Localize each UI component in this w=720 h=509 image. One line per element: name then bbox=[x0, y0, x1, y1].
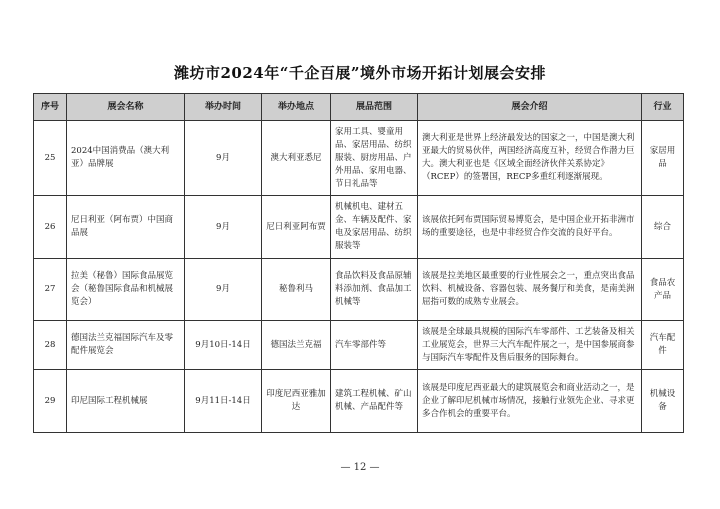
page-title: 潍坊市2024年“千企百展”境外市场开拓计划展会安排 bbox=[173, 64, 546, 82]
cell-no: 26 bbox=[34, 196, 67, 259]
cell-industry: 机械设备 bbox=[642, 370, 684, 433]
table-row bbox=[34, 259, 684, 321]
table-row bbox=[34, 196, 684, 259]
page-number: — 12 — bbox=[340, 462, 380, 473]
cell-place: 尼日利亚阿布贾 bbox=[262, 196, 331, 259]
header-scope: 展品范围 bbox=[331, 94, 418, 121]
table-header-row bbox=[34, 94, 684, 121]
cell-industry: 综合 bbox=[642, 196, 684, 259]
table-row bbox=[34, 370, 684, 433]
cell-no: 29 bbox=[34, 370, 67, 433]
cell-name: 2024中国消费品（澳大利亚）品牌展 bbox=[67, 121, 185, 196]
cell-name: 拉美（秘鲁）国际食品展览会（秘鲁国际食品和机械展览会） bbox=[67, 259, 185, 321]
header-time: 举办时间 bbox=[185, 94, 262, 121]
cell-industry: 食品农产品 bbox=[642, 259, 684, 321]
cell-intro: 该展是全球最具规模的国际汽车零部件、工艺装备及相关工业展览会，世界三大汽车配件展之一，是中国参展商参与国际汽车零配件及售后服务的国际舞台。 bbox=[418, 321, 642, 370]
cell-no: 25 bbox=[34, 121, 67, 196]
cell-scope: 食品饮料及食品原辅料添加剂、食品加工机械等 bbox=[331, 259, 418, 321]
cell-time: 9月 bbox=[185, 196, 262, 259]
table-row bbox=[34, 321, 684, 370]
cell-name: 德国法兰克福国际汽车及零配件展览会 bbox=[67, 321, 185, 370]
cell-name: 尼日利亚（阿布贾）中国商品展 bbox=[67, 196, 185, 259]
cell-time: 9月10日-14日 bbox=[185, 321, 262, 370]
cell-name: 印尼国际工程机械展 bbox=[67, 370, 185, 433]
cell-scope: 建筑工程机械、矿山机械、产品配件等 bbox=[331, 370, 418, 433]
cell-scope: 家用工具、婴童用品、家居用品、纺织服装、厨房用品、户外用品、家用电器、节日礼品等 bbox=[331, 121, 418, 196]
header-place: 举办地点 bbox=[262, 94, 331, 121]
cell-place: 澳大利亚悉尼 bbox=[262, 121, 331, 196]
cell-intro: 该展是印度尼西亚最大的建筑展览会和商业活动之一，是企业了解印尼机械市场情况，接触行业领先企业、寻求更多合作机会的重要平台。 bbox=[418, 370, 642, 433]
cell-industry: 家居用品 bbox=[642, 121, 684, 196]
cell-no: 28 bbox=[34, 321, 67, 370]
header-name: 展会名称 bbox=[67, 94, 185, 121]
cell-intro: 该展是拉美地区最重要的行业性展会之一，重点突出食品饮料、机械设备、容器包装、展务餐厅和美食，是南美洲屈指可数的成熟专业展会。 bbox=[418, 259, 642, 321]
header-intro: 展会介绍 bbox=[418, 94, 642, 121]
cell-time: 9月11日-14日 bbox=[185, 370, 262, 433]
cell-intro: 澳大利亚是世界上经济最发达的国家之一，中国是澳大利亚最大的贸易伙伴，两国经济高度互补，经贸合作潜力巨大。澳大利亚也是《区域全面经济伙伴关系协定》（RCEP）的签署国，RECP多重红利逐渐展现。 bbox=[418, 121, 642, 196]
cell-industry: 汽车配件 bbox=[642, 321, 684, 370]
header-industry: 行业 bbox=[642, 94, 684, 121]
table-row bbox=[34, 121, 684, 196]
cell-place: 德国法兰克福 bbox=[262, 321, 331, 370]
cell-place: 印度尼西亚雅加达 bbox=[262, 370, 331, 433]
cell-time: 9月 bbox=[185, 259, 262, 321]
cell-intro: 该展依托阿布贾国际贸易博览会，是中国企业开拓非洲市场的重要途径，也是中非经贸合作交流的良好平台。 bbox=[418, 196, 642, 259]
cell-scope: 汽车零部件等 bbox=[331, 321, 418, 370]
cell-time: 9月 bbox=[185, 121, 262, 196]
cell-no: 27 bbox=[34, 259, 67, 321]
exhibition-table bbox=[33, 93, 684, 433]
cell-scope: 机械机电、建材五金、车辆及配件、家电及家居用品、纺织服装等 bbox=[331, 196, 418, 259]
cell-place: 秘鲁利马 bbox=[262, 259, 331, 321]
header-no: 序号 bbox=[34, 94, 67, 121]
